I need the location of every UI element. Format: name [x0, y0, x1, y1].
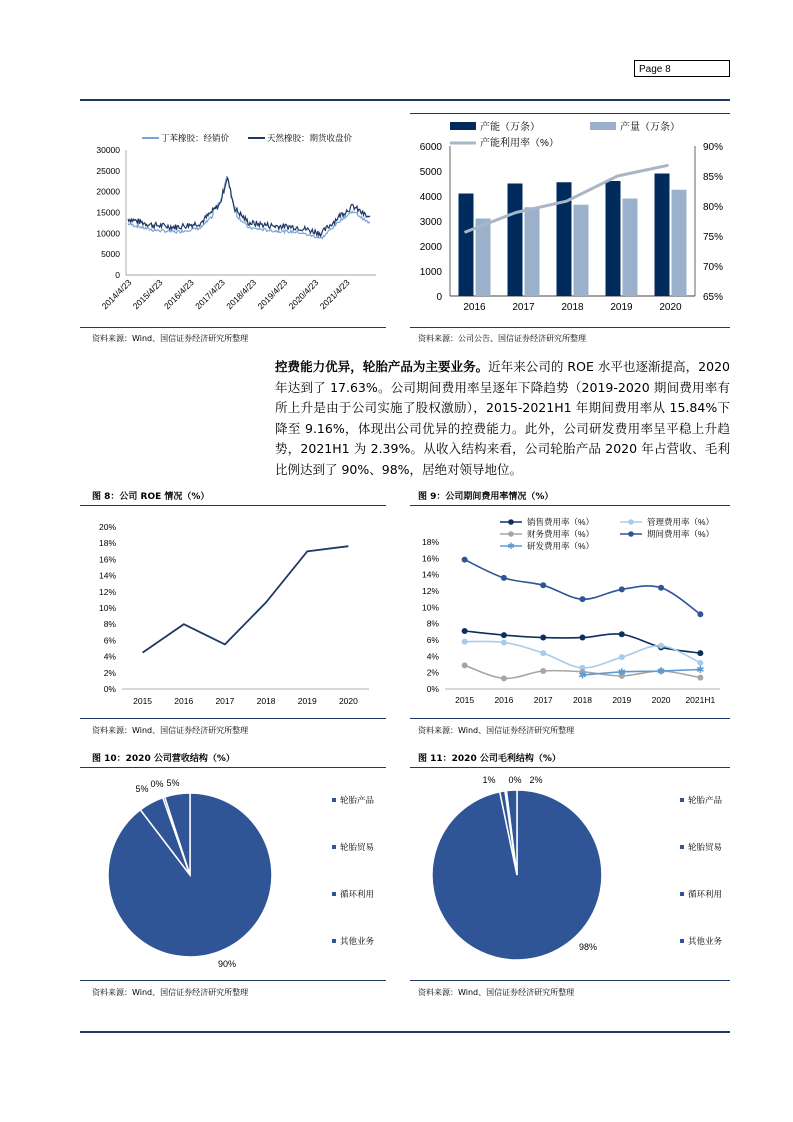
bar-output [623, 199, 638, 297]
roe-ytick: 20% [98, 522, 116, 532]
rubber-source: 资料来源：Wind、国信证券经济研究所整理 [92, 334, 249, 343]
expense-ytick: 18% [421, 537, 439, 547]
rubber-xtick: 2015/4/23 [130, 277, 165, 312]
capacity-yright-tick: 80% [703, 202, 724, 213]
series-rnd-point: ✱ [617, 667, 626, 679]
series-sbr-line [128, 177, 370, 239]
capacity-yleft-tick: 3000 [419, 217, 442, 228]
fig11-top-rule [410, 767, 730, 768]
rubber-ytick: 5000 [101, 249, 120, 260]
bar-output [525, 207, 540, 296]
roe-ytick: 12% [98, 586, 116, 597]
series-finance-point [540, 668, 546, 674]
capacity-xtick: 2017 [512, 302, 535, 313]
rubber-xtick: 2019/4/23 [255, 277, 290, 312]
roe-ytick: 16% [98, 554, 116, 565]
roe-xtick: 2018 [256, 696, 276, 706]
expense-ytick: 0% [426, 684, 439, 694]
body-paragraph [275, 357, 730, 480]
legend-marker-3 [628, 531, 634, 537]
pie-legend-label: 其他业务 [688, 936, 723, 946]
pie-legend-label: 循环利用 [688, 889, 723, 899]
rubber-xtick: 2021/4/23 [317, 277, 352, 312]
pie-legend-label: 其他业务 [340, 936, 375, 946]
roe-xtick: 2017 [215, 696, 235, 706]
rubber-ytick: 0 [115, 270, 120, 280]
capacity-yleft-tick: 0 [436, 292, 442, 303]
series-period-point [501, 575, 507, 581]
capacity-yleft-tick: 4000 [419, 192, 442, 203]
expense-xtick: 2018 [573, 695, 592, 705]
legend-label-3: 期间费用率（%） [647, 529, 715, 539]
pie-data-label: 0% [150, 779, 164, 789]
rubber-xtick: 2014/4/23 [99, 277, 134, 312]
series-period-point [540, 582, 546, 588]
expense-xtick: 2021H1 [685, 695, 716, 705]
capacity-xtick: 2018 [561, 302, 584, 313]
expense-ytick: 16% [421, 553, 439, 564]
capacity-yright-tick: 75% [703, 232, 724, 243]
fig11-title: 图 11：2020 公司毛利结构（%） [418, 754, 561, 764]
roe-ytick: 14% [98, 570, 116, 581]
fig9-bottom-rule [410, 718, 730, 719]
rubber-ytick: 30000 [96, 145, 120, 155]
fig10-source: 资料来源：Wind、国信证券经济研究所整理 [92, 988, 249, 997]
pie-legend-swatch [680, 939, 684, 943]
legend-label-nr: 天然橡胶：期货收盘价 [267, 133, 353, 143]
pie-legend-swatch [332, 798, 336, 802]
legend-label-sbr: 丁苯橡胶：经销价 [161, 133, 230, 143]
series-sales-point [501, 632, 507, 638]
expense-xtick: 2019 [612, 695, 632, 705]
rubber-chart-bottom-rule [80, 327, 386, 328]
expense-ytick: 2% [426, 667, 439, 678]
rubber-ytick: 15000 [96, 207, 120, 218]
fig11-source: 资料来源：Wind、国信证券经济研究所整理 [418, 988, 575, 997]
capacity-chart-bottom-rule [410, 327, 730, 328]
legend-capacity-swatch [450, 122, 476, 130]
bar-capacity [655, 174, 670, 297]
expense-xtick: 2020 [651, 695, 671, 705]
pie-legend-label: 轮胎贸易 [340, 842, 375, 852]
fig8-source: 资料来源：Wind、国信证券经济研究所整理 [92, 726, 249, 735]
legend-marker-0 [508, 519, 514, 525]
legend-marker-4: ✱ [507, 541, 515, 551]
fig10-bottom-rule [80, 980, 386, 981]
series-sales-point [540, 635, 546, 641]
capacity-yleft-tick: 1000 [419, 267, 442, 278]
roe-chart [84, 512, 384, 712]
legend-label-4: 研发费用率（%） [527, 541, 595, 551]
series-period-point [580, 596, 586, 602]
pie-legend-swatch [680, 845, 684, 849]
legend-output-label: 产量（万条） [620, 122, 680, 133]
pie-legend-label: 循环利用 [340, 889, 375, 899]
pie-legend-swatch [332, 939, 336, 943]
roe-xtick: 2016 [174, 696, 194, 706]
series-period-line [465, 560, 701, 615]
roe-line [143, 546, 349, 652]
series-admin-point [501, 639, 507, 645]
series-rnd-point: ✱ [578, 670, 587, 682]
expense-ytick: 4% [426, 651, 439, 662]
legend-util-label: 产能利用率（%） [480, 138, 559, 149]
capacity-source: 资料来源：公司公告、国信证券经济研究所整理 [418, 334, 586, 343]
rubber-ytick: 10000 [96, 228, 120, 239]
series-period-point [697, 611, 703, 617]
legend-marker-2 [508, 531, 514, 537]
fig8-top-rule [80, 505, 386, 506]
legend-label-2: 财务费用率（%） [527, 529, 595, 539]
rubber-price-chart [84, 128, 384, 328]
bar-capacity [606, 181, 621, 296]
series-rnd-point: ✱ [656, 666, 666, 678]
capacity-yleft-tick: 5000 [419, 167, 442, 178]
expense-xtick: 2017 [533, 695, 553, 705]
expense-xtick: 2015 [455, 695, 475, 705]
pie-legend-swatch [332, 892, 336, 896]
pie-data-label: 2% [529, 775, 543, 785]
expense-ytick: 6% [426, 635, 439, 645]
capacity-xtick: 2020 [659, 302, 682, 313]
roe-ytick: 10% [98, 603, 116, 613]
fig8-bottom-rule [80, 718, 386, 719]
capacity-chart-top-rule [410, 113, 730, 114]
header-rule [80, 99, 730, 101]
rubber-xtick: 2020/4/23 [286, 277, 321, 312]
series-finance-point [462, 662, 468, 668]
revenue-structure-pie [84, 772, 384, 977]
roe-ytick: 4% [103, 651, 116, 662]
expense-ytick: 10% [421, 602, 439, 613]
fig10-top-rule [80, 767, 386, 768]
pie-data-label: 5% [166, 778, 180, 788]
fig8-title: 图 8：公司 ROE 情况（%） [92, 492, 210, 502]
roe-ytick: 0% [103, 684, 116, 694]
pie-legend-label: 轮胎产品 [340, 795, 375, 805]
roe-xtick: 2020 [338, 696, 358, 706]
capacity-yright-tick: 70% [703, 262, 724, 273]
series-period-point [462, 557, 468, 563]
capacity-xtick: 2016 [463, 302, 486, 313]
fig9-title: 图 9：公司期间费用率情况（%） [418, 492, 554, 502]
bar-output [476, 219, 491, 297]
series-admin-line [465, 641, 701, 667]
series-admin-point [540, 650, 546, 656]
capacity-yright-tick: 85% [703, 172, 724, 183]
series-sales-point [619, 631, 625, 637]
roe-xtick: 2019 [297, 696, 317, 706]
capacity-yright-tick: 90% [703, 142, 724, 153]
legend-label-1: 管理费用率（%） [647, 517, 715, 527]
legend-capacity-label: 产能（万条） [480, 122, 540, 133]
series-sales-point [697, 650, 703, 656]
gross-profit-structure-pie [410, 772, 730, 977]
pie-data-label: 90% [217, 959, 237, 969]
capacity-chart [410, 116, 730, 326]
footer-rule [80, 1031, 730, 1033]
roe-ytick: 6% [103, 635, 116, 646]
series-period-point [658, 585, 664, 591]
series-admin-point [619, 654, 625, 660]
legend-output-swatch [590, 122, 616, 130]
rubber-xtick: 2018/4/23 [224, 277, 259, 312]
pie-legend-label: 轮胎产品 [688, 795, 723, 805]
legend-marker-1 [628, 519, 634, 525]
roe-ytick: 2% [103, 667, 116, 678]
roe-ytick: 18% [98, 538, 116, 549]
bar-output [672, 190, 687, 296]
series-admin-point [658, 643, 664, 649]
rubber-ytick: 20000 [96, 186, 120, 197]
pie-legend-swatch [680, 798, 684, 802]
rubber-ytick: 25000 [96, 165, 120, 176]
bar-capacity [508, 184, 523, 297]
pie-data-label: 5% [135, 784, 149, 794]
page-number-box [634, 60, 730, 77]
expense-xtick: 2016 [494, 695, 514, 705]
fig9-top-rule [410, 505, 730, 506]
bar-output [574, 205, 589, 296]
series-sales-point [580, 635, 586, 641]
fig11-bottom-rule [410, 980, 730, 981]
fig10-title: 图 10：2020 公司营收结构（%） [92, 754, 235, 764]
series-finance-point [501, 675, 507, 681]
bar-capacity [459, 194, 474, 297]
rubber-xtick: 2016/4/23 [161, 277, 196, 312]
pie-data-label: 98% [578, 942, 598, 952]
capacity-yleft-tick: 6000 [419, 142, 442, 153]
fig9-source: 资料来源：Wind、国信证券经济研究所整理 [418, 726, 575, 735]
roe-xtick: 2015 [133, 696, 153, 706]
page-number: Page 8 [639, 64, 671, 75]
pie-data-label: 1% [482, 775, 496, 785]
capacity-yleft-tick: 2000 [419, 242, 442, 253]
paragraph-body: 近年来公司的 ROE 水平也逐渐提高，2020 年达到了 17.63%。公司期间费用率呈逐年下降趋势（2019-2020 期间费用率有所上升是由于公司实施了股权激励），2015-2021H1 年期间费用率从 15.84%下降至 9.16%，体现出公司优异的控费能力。此外，公司研发费用率呈平稳上升趋势，2021H1 为 2.39%。从收入结构来看，公司轮胎产品 2020 年占营收、毛利比例达到了 90%、98%，居绝对领导地位。 [275, 359, 730, 477]
expense-ratio-chart [410, 512, 730, 712]
capacity-yright-tick: 65% [703, 292, 724, 303]
roe-ytick: 8% [103, 619, 116, 630]
rubber-xtick: 2017/4/23 [193, 277, 227, 312]
legend-label-0: 销售费用率（%） [527, 517, 595, 527]
series-admin-point [462, 639, 468, 645]
pie-legend-swatch [332, 845, 336, 849]
capacity-xtick: 2019 [610, 302, 633, 313]
expense-ytick: 12% [421, 586, 439, 596]
pie-legend-swatch [680, 892, 684, 896]
series-period-point [619, 586, 625, 592]
pie-data-label: 0% [508, 775, 522, 785]
expense-ytick: 8% [426, 618, 439, 629]
expense-ytick: 14% [421, 569, 439, 580]
paragraph-lead: 控费能力优异，轮胎产品为主要业务。 [275, 359, 489, 374]
series-rnd-point: ✱ [696, 664, 705, 676]
pie-legend-label: 轮胎贸易 [688, 842, 723, 852]
series-sales-point [462, 628, 468, 634]
